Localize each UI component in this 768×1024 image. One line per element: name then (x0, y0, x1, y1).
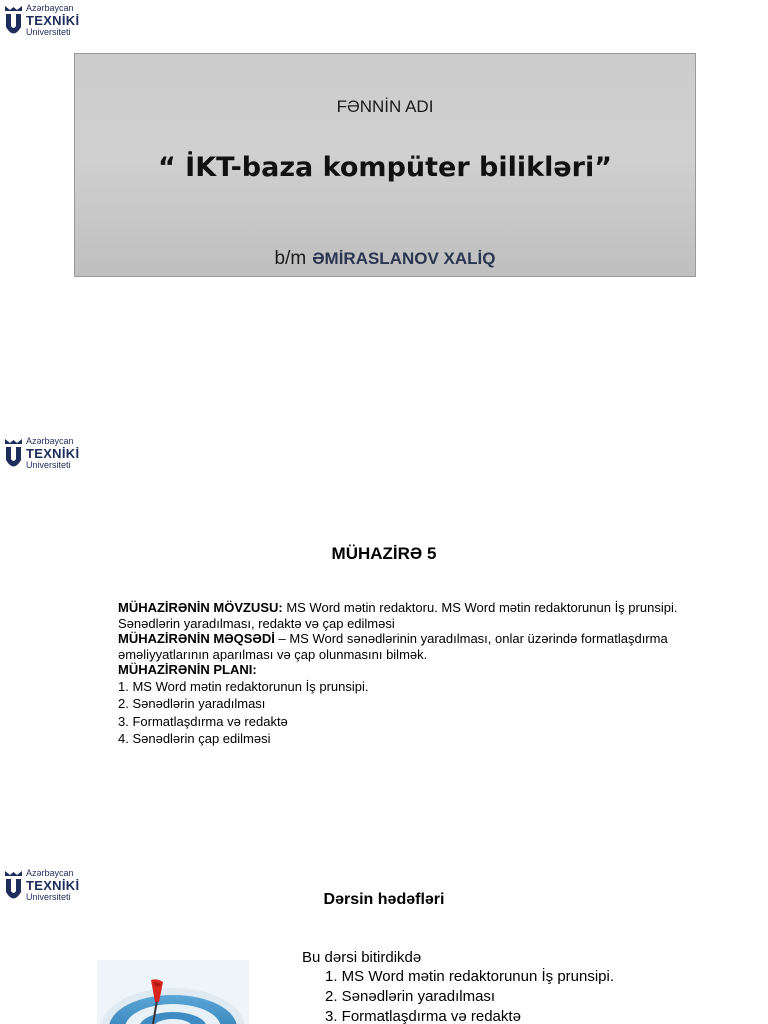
goals-intro: Bu dərsi bitirdikdə (302, 949, 422, 966)
title-box (74, 53, 696, 277)
plan-list (118, 678, 678, 748)
list-item: 4. Sənədlərin çap edilməsi (118, 731, 271, 746)
list-item: 3. Formatlaşdırma və redaktə (325, 1008, 521, 1024)
lecture-topic (118, 600, 678, 631)
logo-line-1: Azərbaycan (26, 3, 74, 13)
lecturer-prefix: b/m (274, 248, 307, 269)
logo-line-2: TEXNİKİ (26, 878, 80, 893)
purpose-label: MÜHAZİRƏNİN MƏQSƏDİ (118, 631, 275, 646)
logo-line-1: Azərbaycan (26, 436, 74, 446)
list-item: 2. Sənədlərin yaradılması (325, 988, 496, 1005)
list-item: 2. Sənədlərin yaradılması (118, 696, 266, 711)
logo-line-3: Universiteti (26, 892, 71, 902)
topic-label: MÜHAZİRƏNİN MÖVZUSU: (118, 600, 283, 615)
logo-line-3: Universiteti (26, 27, 71, 37)
lecturer-line (75, 248, 695, 270)
plan-label: MÜHAZİRƏNİN PLANI: (118, 662, 257, 677)
topic-text: MS Word mətin redaktoru. MS Word mətin redaktorunun İş prunsipi. Sənədlərin yaradılması, redaktə və çap edilməsi (118, 600, 678, 631)
list-item: 3. Formatlaşdırma və redaktə (118, 713, 288, 729)
lecturer-name: ƏMİRASLANOV XALİQ (312, 249, 496, 268)
purpose-text: – MS Word sənədlərinin yaradılması, onlar üzərində formatlaşdırma əməliyyatlarının aparılması və çap olunmasını bilmək. (118, 631, 668, 662)
lecture-info (118, 600, 678, 748)
goals-list (325, 967, 614, 1024)
university-shield-icon (5, 6, 22, 36)
lecture-purpose (118, 631, 678, 662)
goals-title: Dərsin hədəfləri (323, 891, 445, 908)
dart-target-icon (97, 960, 249, 1024)
logo-line-1: Azərbaycan (26, 868, 74, 878)
logo-line-2: TEXNİKİ (26, 446, 80, 461)
list-item: 1. MS Word mətin redaktorunun İş prunsipi. (118, 678, 369, 694)
lecture-number: MÜHAZİRƏ 5 (331, 544, 437, 563)
subject-label: FƏNNİN ADI (336, 97, 434, 116)
dart-target-image (97, 960, 249, 1024)
logo-line-2: TEXNİKİ (26, 13, 80, 28)
list-item: 1. MS Word mətin redaktorunun İş prunsipi. (325, 968, 615, 985)
university-shield-icon (5, 439, 22, 469)
university-logo (5, 436, 95, 476)
logo-line-3: Universiteti (26, 460, 71, 470)
university-logo (5, 3, 95, 43)
course-title: “ İKT-baza kompüter bilikləri” (158, 152, 612, 183)
